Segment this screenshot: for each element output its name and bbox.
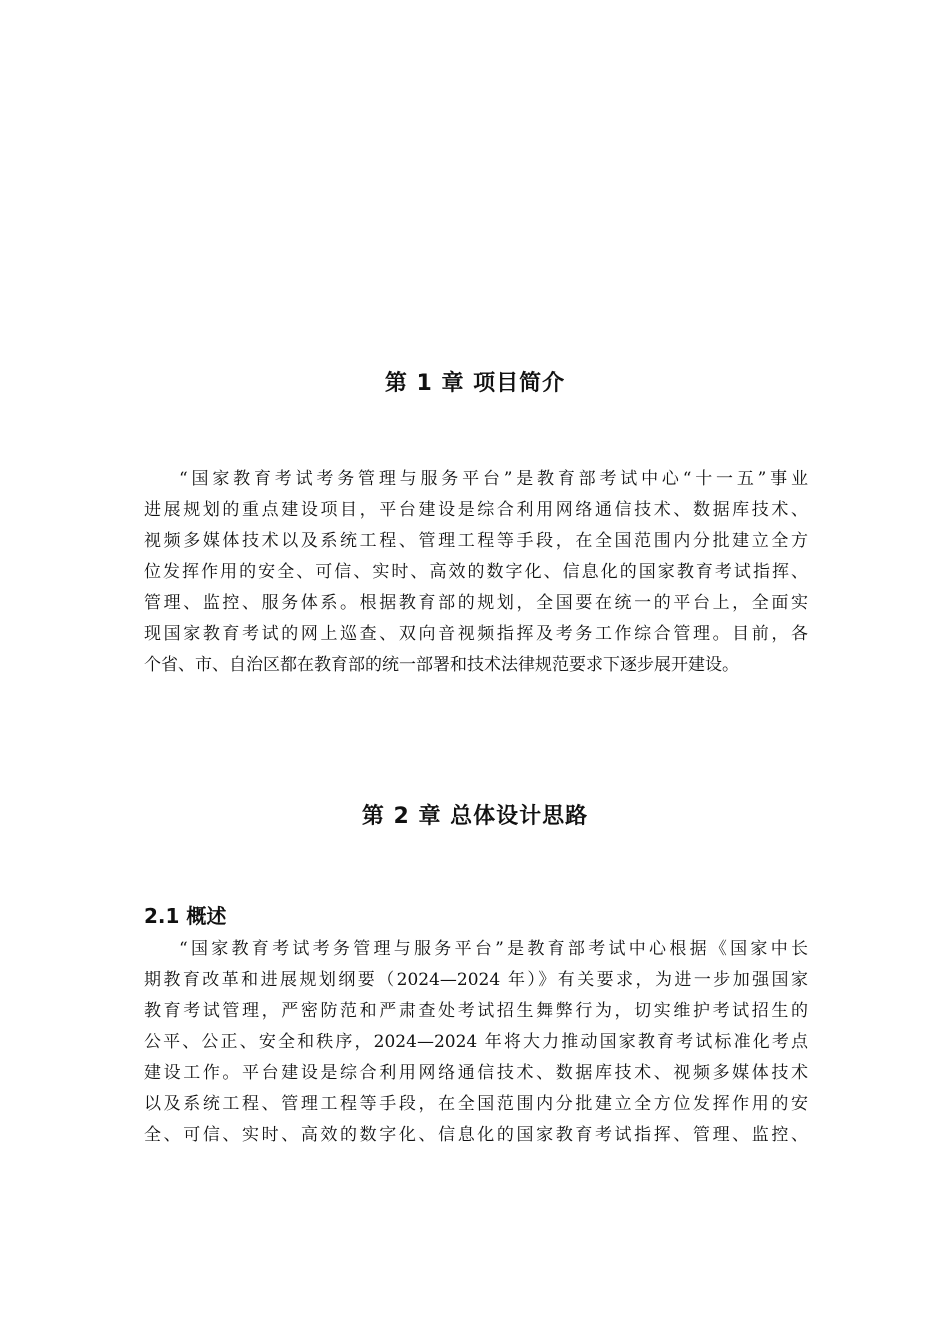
paragraph-line: 建设工作。平台建设是综合利用网络通信技术、数据库技术、视频多媒体技术 [144,1063,808,1083]
paragraph-line: 教育考试管理，严密防范和严肃查处考试招生舞弊行为，切实维护考试招生的 [144,1001,808,1021]
paragraph-line: 位发挥作用的安全、可信、实时、高效的数字化、信息化的国家教育考试指挥、 [144,562,808,582]
paragraph-line: “国家教育考试考务管理与服务平台”是教育部考试中心根据《国家中长 [179,939,808,959]
paragraph-line: 个省、市、自治区都在教育部的统一部署和技术法律规范要求下逐步展开建设。 [144,655,739,675]
chapter-1-title: 第 1 章 项目简介 [384,371,566,396]
section-2-1-paragraph [144,934,808,1151]
paragraph-line: 公平、公正、安全和秩序，2024—2024 年将大力推动国家教育考试标准化考点 [144,1032,808,1052]
paragraph-line: 以及系统工程、管理工程等手段，在全国范围内分批建立全方位发挥作用的安 [144,1094,808,1114]
section-2-1-title: 2.1 概述 [144,904,227,928]
paragraph-line: 视频多媒体技术以及系统工程、管理工程等手段，在全国范围内分批建立全方 [144,531,808,551]
paragraph-line: 进展规划的重点建设项目，平台建设是综合利用网络通信技术、数据库技术、 [144,500,808,520]
paragraph-line: 期教育改革和进展规划纲要（2024—2024 年）》有关要求，为进一步加强国家 [144,970,808,990]
paragraph-line: 现国家教育考试的网上巡查、双向音视频指挥及考务工作综合管理。目前，各 [144,624,808,644]
paragraph-line: “国家教育考试考务管理与服务平台”是教育部考试中心“十一五”事业 [179,469,808,489]
chapter-2-title: 第 2 章 总体设计思路 [361,804,589,829]
paragraph-line: 管理、监控、服务体系。根据教育部的规划，全国要在统一的平台上，全面实 [144,593,808,613]
paragraph-line: 全、可信、实时、高效的数字化、信息化的国家教育考试指挥、管理、监控、 [144,1125,808,1145]
chapter-1-paragraph [144,464,808,681]
